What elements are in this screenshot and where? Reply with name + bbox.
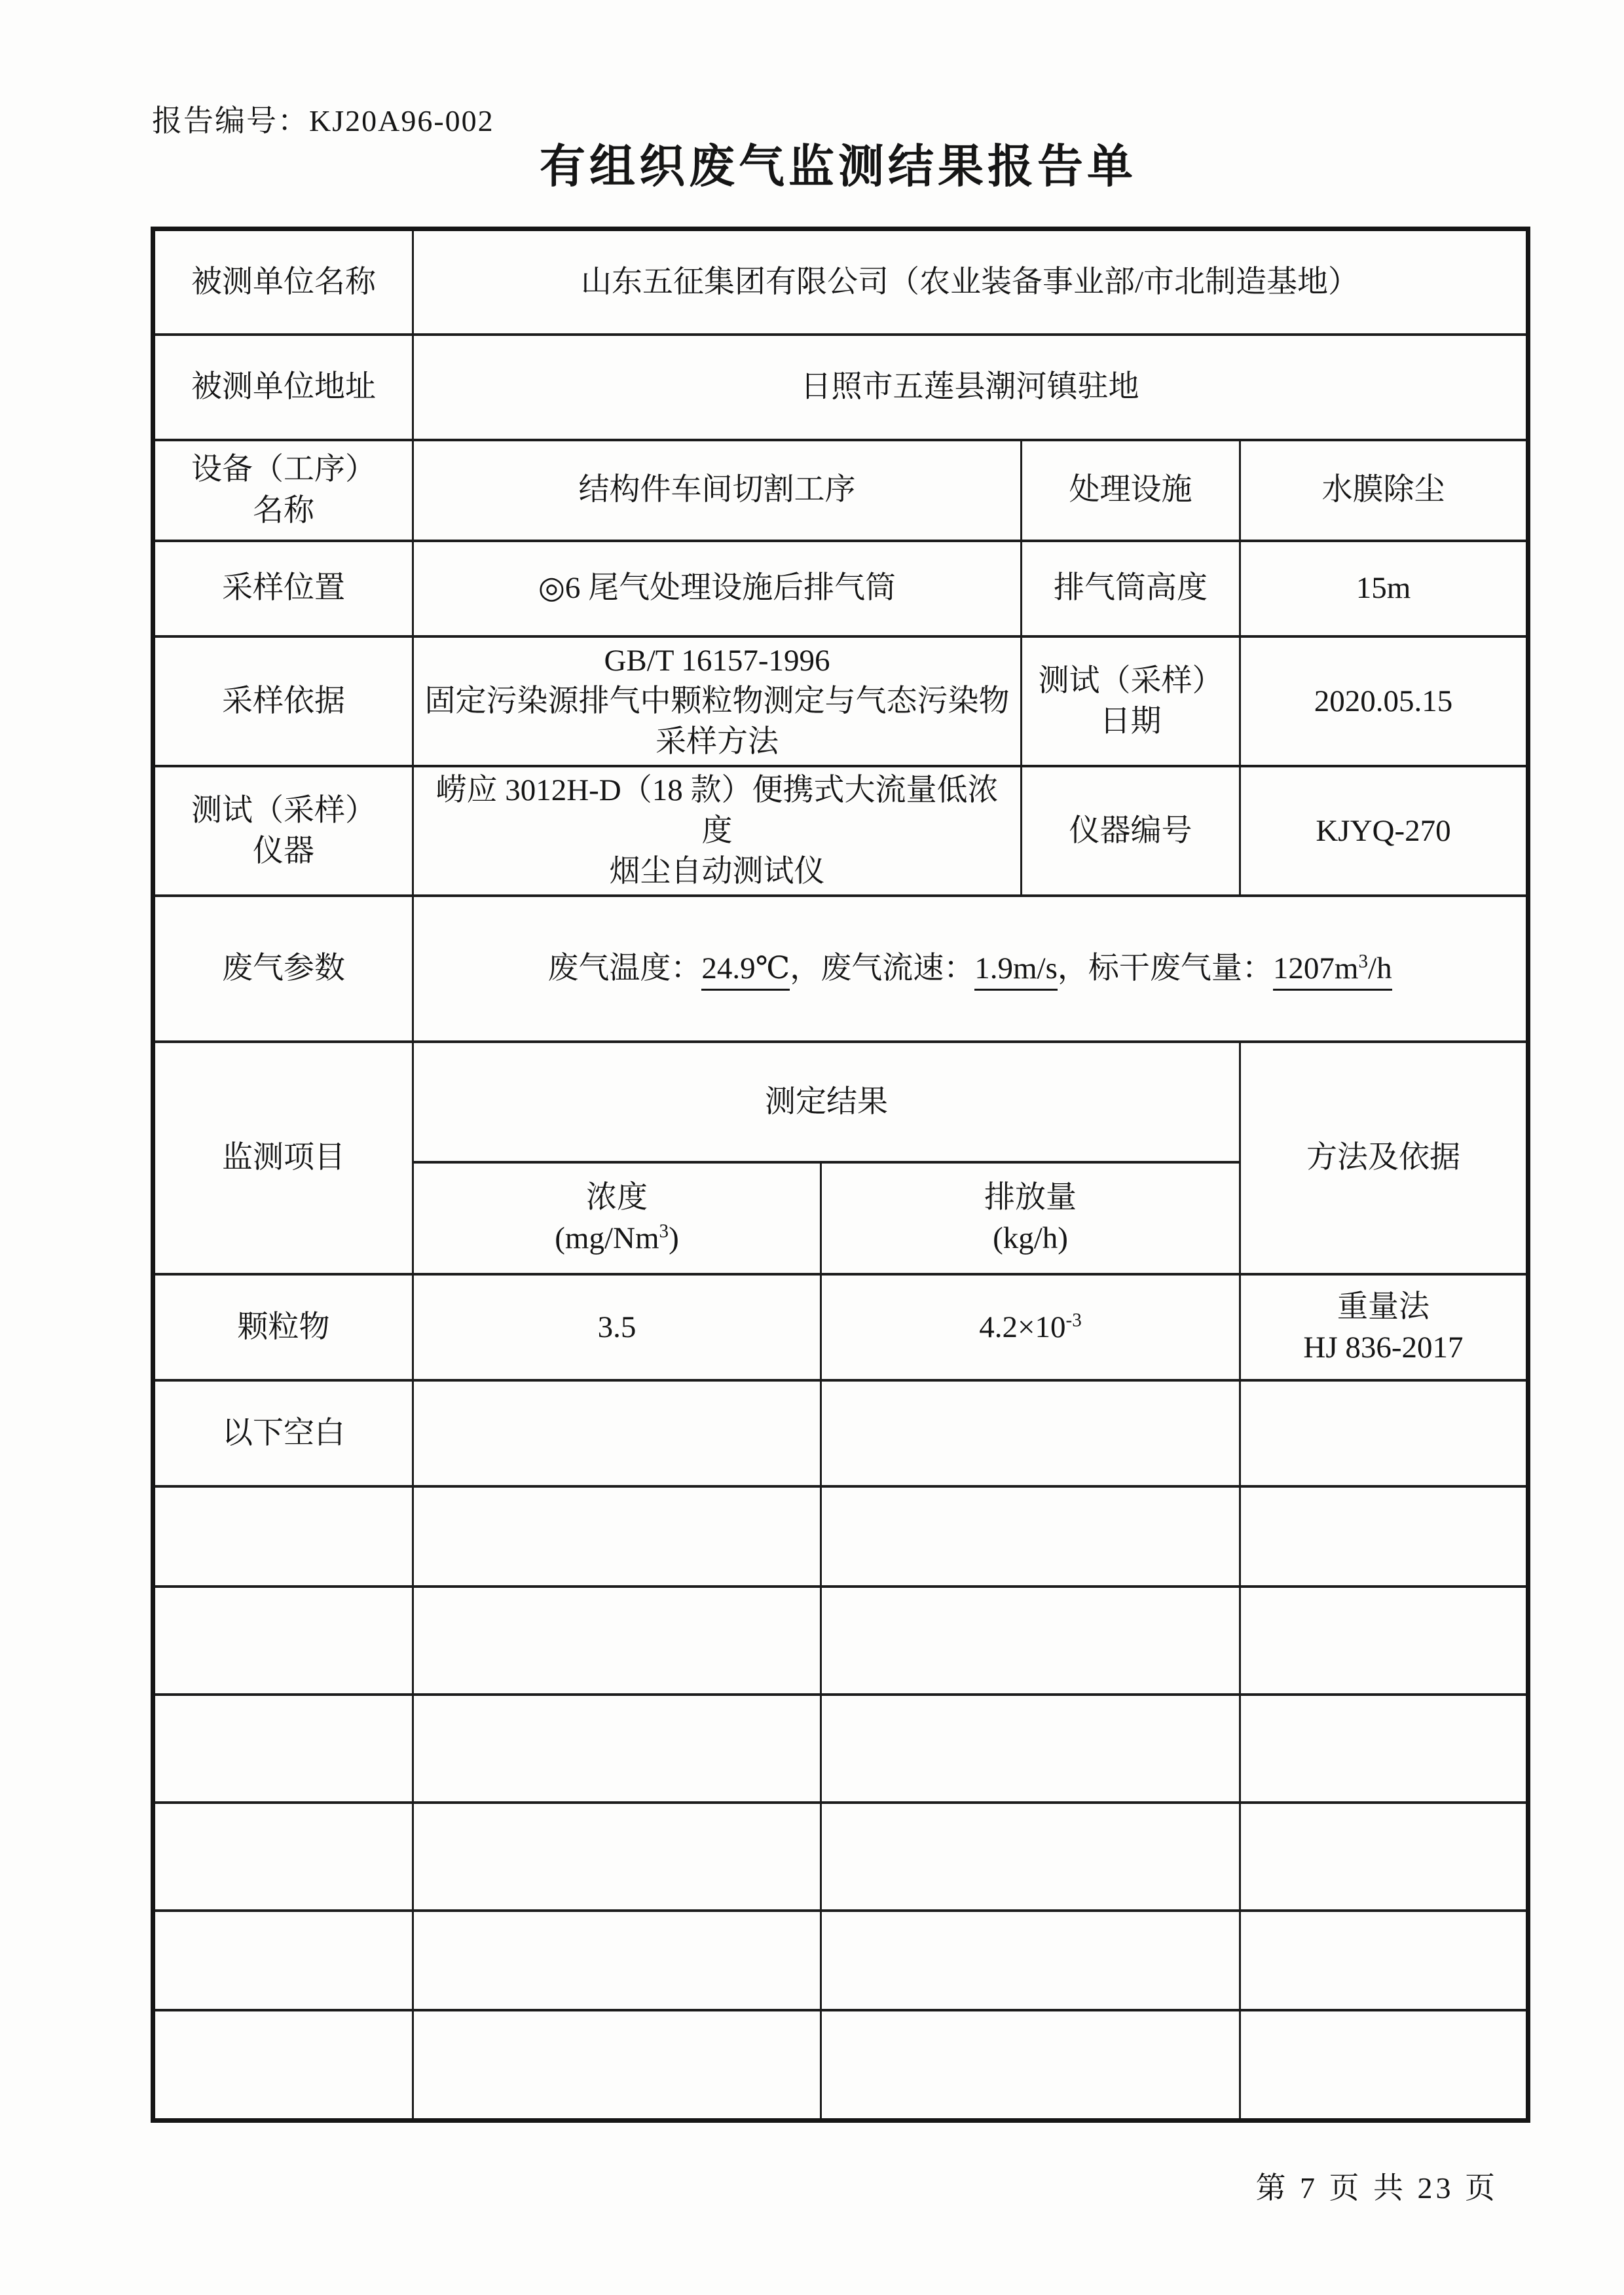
row-empty-1 (153, 1486, 1528, 1587)
empty-cell (413, 1911, 821, 2010)
gas-flow-value (1273, 951, 1392, 991)
empty-cell (413, 2010, 821, 2121)
gas-params-sep2: ， (1057, 951, 1088, 986)
device-label-line1: 设备（工序） (191, 452, 376, 487)
particulate-method-line2: HJ 836-2017 (1303, 1330, 1464, 1365)
empty-cell (1240, 1695, 1528, 1803)
instrument-value (413, 766, 1022, 896)
empty-cell (413, 1803, 821, 1911)
empty-cell (1240, 2010, 1528, 2121)
unit-address-value: 日照市五莲县潮河镇驻地 (413, 335, 1528, 440)
empty-cell (1240, 1486, 1528, 1587)
empty-cell (413, 1380, 821, 1486)
particulate-name: 颗粒物 (153, 1274, 413, 1380)
particulate-method-line1: 重量法 (1337, 1289, 1430, 1324)
empty-cell (413, 1587, 821, 1695)
page-footer: 第 7 页 共 23 页 (1255, 2171, 1498, 2205)
empty-cell (821, 1695, 1240, 1803)
emission-header (821, 1162, 1240, 1274)
gas-params-value (413, 896, 1528, 1042)
blank-note-label: 以下空白 (153, 1380, 413, 1486)
gas-flow-unit: /h (1368, 951, 1392, 986)
instrument-no-label: 仪器编号 (1022, 766, 1240, 896)
concentration-header (413, 1162, 821, 1274)
empty-cell (153, 1803, 413, 1911)
report-number-label: 报告编号： (152, 104, 309, 138)
empty-cell (413, 1695, 821, 1803)
empty-cell (1240, 1380, 1528, 1486)
instrument-value-line2: 烟尘自动测试仪 (609, 854, 825, 889)
monitoring-result-table (151, 227, 1530, 2123)
empty-cell (821, 2010, 1240, 2121)
row-gas-params (153, 896, 1528, 1042)
test-date-value: 2020.05.15 (1240, 636, 1528, 766)
gas-temp-label: 废气温度： (547, 951, 702, 986)
stack-height-value: 15m (1240, 541, 1528, 636)
gas-speed-value: 1.9m/s (974, 951, 1058, 991)
concentration-unit-base: (mg/Nm (555, 1221, 659, 1256)
row-unit-address (153, 335, 1528, 440)
particulate-emission-base: 4.2×10 (979, 1310, 1066, 1344)
sampling-basis-label: 采样依据 (153, 636, 413, 766)
page-title: 有组织废气监测结果报告单 (540, 141, 1137, 192)
row-empty-2 (153, 1587, 1528, 1695)
instrument-label-line1: 测试（采样） (191, 793, 376, 828)
test-date-label-line2: 日期 (1099, 704, 1162, 739)
gas-flow-label: 标干废气量： (1088, 951, 1273, 986)
device-label (153, 440, 413, 541)
empty-cell (153, 2010, 413, 2121)
row-blank-note (153, 1380, 1528, 1486)
row-device (153, 440, 1528, 541)
device-label-line2: 名称 (253, 493, 314, 528)
empty-cell (153, 1911, 413, 2010)
instrument-value-line1: 崂应 3012H-D（18 款）便携式大流量低浓度 (435, 773, 999, 848)
empty-cell (821, 1803, 1240, 1911)
row-empty-6 (153, 2010, 1528, 2121)
concentration-unit (420, 1218, 813, 1258)
monitor-item-label: 监测项目 (153, 1042, 413, 1274)
sampling-basis-line3: 采样方法 (655, 724, 779, 759)
row-unit-name (153, 229, 1528, 335)
empty-cell (821, 1380, 1240, 1486)
empty-cell (153, 1486, 413, 1587)
empty-cell (821, 1911, 1240, 2010)
report-number-value: KJ20A96-002 (309, 104, 494, 138)
gas-flow-base: 1207m (1272, 951, 1359, 986)
concentration-unit-exponent: 3 (659, 1221, 669, 1242)
gas-speed-label: 废气流速： (821, 951, 975, 986)
empty-cell (821, 1486, 1240, 1587)
particulate-emission (821, 1274, 1240, 1380)
stack-height-label: 排气筒高度 (1022, 541, 1240, 636)
unit-name-label: 被测单位名称 (153, 229, 413, 335)
particulate-emission-exponent: -3 (1065, 1310, 1082, 1331)
device-value: 结构件车间切割工序 (413, 440, 1022, 541)
particulate-method (1240, 1274, 1528, 1380)
test-date-label (1022, 636, 1240, 766)
unit-address-label: 被测单位地址 (153, 335, 413, 440)
empty-cell (413, 1486, 821, 1587)
row-empty-5 (153, 1911, 1528, 2010)
row-sampling-basis (153, 636, 1528, 766)
row-sampling-position (153, 541, 1528, 636)
instrument-no-value: KJYQ-270 (1240, 766, 1528, 896)
result-title: 测定结果 (413, 1042, 1240, 1162)
gas-params-label: 废气参数 (153, 896, 413, 1042)
row-instrument (153, 766, 1528, 896)
method-basis-label: 方法及依据 (1240, 1042, 1528, 1274)
sampling-basis-value (413, 636, 1022, 766)
test-date-label-line1: 测试（采样） (1038, 663, 1223, 698)
gas-flow-exponent: 3 (1358, 951, 1369, 972)
empty-cell (153, 1587, 413, 1695)
row-empty-3 (153, 1695, 1528, 1803)
concentration-unit-close: ) (669, 1221, 679, 1256)
treatment-facility-value: 水膜除尘 (1240, 440, 1528, 541)
sampling-position-label: 采样位置 (153, 541, 413, 636)
emission-label: 排放量 (984, 1181, 1077, 1215)
sampling-position-value: ◎6 尾气处理设施后排气筒 (413, 541, 1022, 636)
instrument-label-line2: 仪器 (253, 834, 314, 868)
row-particulate (153, 1274, 1528, 1380)
empty-cell (1240, 1911, 1528, 2010)
emission-unit: (kg/h) (993, 1221, 1068, 1256)
empty-cell (153, 1695, 413, 1803)
particulate-concentration: 3.5 (413, 1274, 821, 1380)
empty-cell (1240, 1803, 1528, 1911)
concentration-label: 浓度 (586, 1181, 648, 1215)
gas-params-sep1: ， (790, 951, 821, 986)
instrument-label (153, 766, 413, 896)
empty-cell (821, 1587, 1240, 1695)
empty-cell (1240, 1587, 1528, 1695)
row-empty-4 (153, 1803, 1528, 1911)
row-result-header-top (153, 1042, 1528, 1162)
unit-name-value: 山东五征集团有限公司（农业装备事业部/市北制造基地） (413, 229, 1528, 335)
sampling-basis-line1: GB/T 16157-1996 (604, 643, 830, 678)
gas-temp-value: 24.9℃ (701, 951, 790, 991)
sampling-basis-line2: 固定污染源排气中颗粒物测定与气态污染物 (424, 684, 1010, 718)
treatment-facility-label: 处理设施 (1022, 440, 1240, 541)
